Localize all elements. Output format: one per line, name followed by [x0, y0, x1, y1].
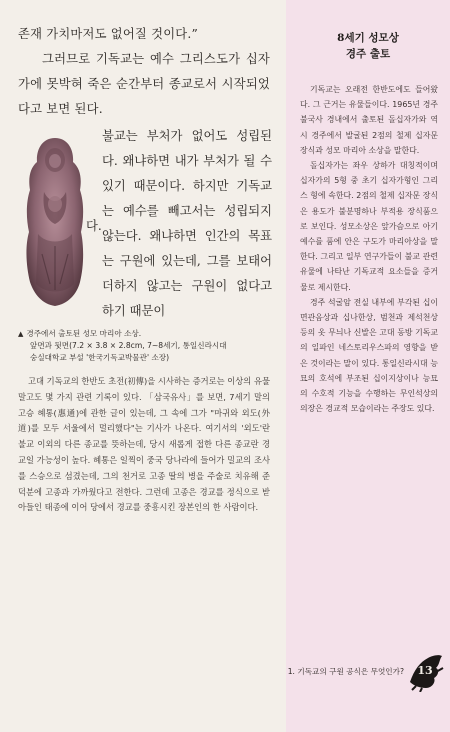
sidebar-title-line-2: 경주 출토: [345, 48, 391, 60]
sidebar-panel: [286, 0, 450, 732]
sidebar-title-line-1: 8세기 성모상: [337, 32, 399, 44]
caption-line-3: 숭실대학교 부설 '한국기독교박물관' 소장): [30, 353, 170, 362]
paragraph-2-end: 다.: [86, 219, 102, 233]
intro-line: 존재 가치마저도 없어질 것이다.”: [18, 27, 198, 41]
page-footer: [286, 652, 446, 692]
figure-row: [18, 124, 270, 316]
body-paragraph-small: 고대 기독교의 한반도 초전(初傳)을 시사하는 증거로는 이상의 유물 말고도 몇 가지 관련 기록이 있다. 「삼국유사」를 보면, 7세기 말의 고승 혜통(惠通)에 관한 글이 있는데, 그 속에 그가 "마귀와 외도(外道)를 모두 서울에서 멀리했다"는 기사가 나온다. 여기서의 '외도'란 불교 이외의 다른 종교를 뜻하는데, 당시 새롭게 접한 다른 종교란 경교일 가능성이 높다. 혜통은 일찍이 중국 당나라에 들어가 밀교의 조사를 스승으로 섬겼는데, 그의 천거로 고종 딸의 병을 주술로 치유해 준 덕분에 고종과 가까웠다고 전한다. 그런데 고종은 경교를 정식으로 받아들인 태종에 이어 당에서 경교를 중흥시킨 장본인의 한 사람이다.: [18, 376, 270, 513]
paragraph-1: 그러므로 기독교는 예수 그리스도가 십자가에 못박혀 죽은 순간부터 종교로서 시작되었다고 보면 된다.: [18, 52, 270, 116]
chapter-title: 1. 기독교의 구원 공식은 무엇인가?: [287, 667, 404, 676]
triangle-bullet-icon: ▲: [18, 330, 24, 338]
sidebar-body: [300, 82, 438, 416]
madonna-statue-image: [20, 134, 90, 308]
sidebar-paragraph-3: 경주 석굴암 전실 내부에 부각된 십이면관음상과 십나한상, 범천과 제석천상 등의 옷 무늬나 신발은 고대 동방 기독교의 일파인 네스토리우스파의 영향을 받은 것이라는 말이 있다. 통일신라시대 능묘의 호석에 부조된 십이지상이나 능묘의 수호적 기능을 수행하는 무인석상의 의장은 경교적 모습이라는 주장도 있다.: [300, 297, 438, 414]
page-number: 13: [417, 664, 433, 677]
sidebar-title: [286, 30, 450, 62]
caption-line-2: 앞면과 뒷면(7.2 × 3.8 × 2.8cm, 7~8세기, 통일신라시대: [30, 341, 227, 350]
sidebar-paragraph-1: 기독교는 오래전 한반도에도 들어왔다. 그 근거는 유물들이다. 1965년 경주 불국사 경내에서 출토된 돌십자가와 역시 경주에서 발굴된 2점의 철제 십자문 장식과 성모 마리아 소상을 말한다.: [300, 85, 438, 155]
paragraph-2: 불교는 부처가 없어도 성립된다. 왜냐하면 내가 부처가 될 수 있기 때문이다. 하지만 기독교는 예수를 빼고서는 성립되지 않는다. 왜냐하면 인간의 목표는 구원에 있는데, 그를 보태어 더하지 않고는 구원이 없다고 하기 때문이: [102, 129, 272, 318]
caption-line-1: ▲ 경주에서 출토된 성모 마리아 소상.: [18, 329, 142, 338]
sidebar-paragraph-2: 돌십자가는 좌우 상하가 대칭적이며 십자가의 5형 중 초기 십자가형인 그리스 형에 속한다. 2점의 철제 십자문 장식은 용도가 불분명하나 부적용 장식품으로 보인다. 성모소상은 앞가슴으로 아기 예수를 품에 안은 구도가 마리아상을 말한다. 그리고 일부 연구가들이 불교 관련 유물에 나타난 기독교적 요소들을 증거물로 제시한다.: [300, 161, 438, 292]
main-text-column: [18, 22, 270, 316]
figure-caption: [18, 328, 270, 364]
